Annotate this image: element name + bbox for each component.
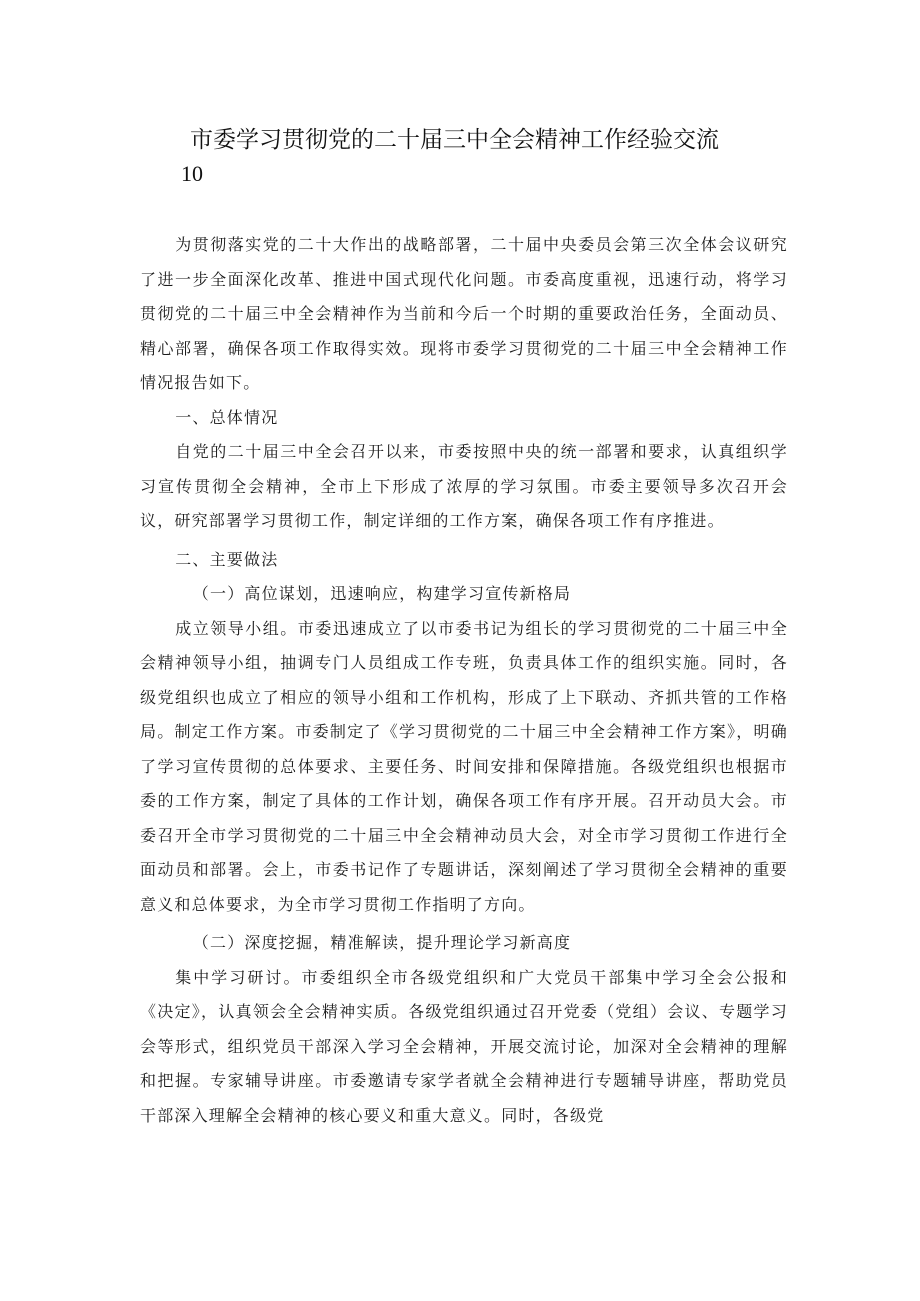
paragraph-subsection-1: 成立领导小组。市委迅速成立了以市委书记为组长的学习贯彻党的二十届三中全会精神领导小组，抽调专门人员组成工作专班，负责具体工作的组织实施。同时，各级党组织也成立了相应的领导小组和工作机构，形成了上下联动、齐抓共管的工作格局。制定工作方案。市委制定了《学习贯彻党的二十届三中全会精神工作方案》，明确了学习宣传贯彻的总体要求、主要任务、时间安排和保障措施。各级党组织也根据市委的工作方案，制定了具体的工作计划，确保各项工作有序开展。召开动员大会。市委召开全市学习贯彻党的二十届三中全会精神动员大会，对全市学习贯彻工作进行全面动员和部署。会上，市委书记作了专题讲话，深刻阐述了学习贯彻全会精神的重要意义和总体要求，为全市学习贯彻工作指明了方向。 (140, 618, 788, 914)
subsection-heading-1: （一）高位谋划，迅速响应，构建学习宣传新格局 (192, 584, 572, 603)
subsection-heading-2: （二）深度挖掘，精准解读，提升理论学习新高度 (192, 933, 572, 952)
document-title-number: 10 (181, 161, 203, 186)
section-heading-overview: 一、总体情况 (175, 407, 279, 427)
paragraph-overview: 自党的二十届三中全会召开以来，市委按照中央的统一部署和要求，认真组织学习宣传贯彻全会精神，全市上下形成了浓厚的学习氛围。市委主要领导多次召开会议，研究部署学习贯彻工作，制定详细的工作方案，确保各项工作有序推进。 (140, 442, 788, 530)
paragraph-subsection-2: 集中学习研讨。市委组织全市各级党组织和广大党员干部集中学习全会公报和《决定》，认真领会全会精神实质。各级党组织通过召开党委（党组）会议、专题学习会等形式，组织党员干部深入学习全会精神，开展交流讨论，加深对全会精神的理解和把握。专家辅导讲座。市委邀请专家学者就全会精神进行专题辅导讲座，帮助党员干部深入理解全会精神的核心要义和重大意义。同时，各级党 (140, 967, 788, 1125)
paragraph-intro: 为贯彻落实党的二十大作出的战略部署，二十届中央委员会第三次全体会议研究了进一步全面深化改革、推进中国式现代化问题。市委高度重视，迅速行动，将学习贯彻党的二十届三中全会精神作为当前和今后一个时期的重要政治任务，全面动员、精心部署，确保各项工作取得实效。现将市委学习贯彻党的二十届三中全会精神工作情况报告如下。 (140, 235, 788, 392)
document-title: 市委学习贯彻党的二十届三中全会精神工作经验交流 (190, 127, 719, 153)
section-heading-practices: 二、主要做法 (175, 549, 279, 569)
document-body (140, 228, 788, 1133)
